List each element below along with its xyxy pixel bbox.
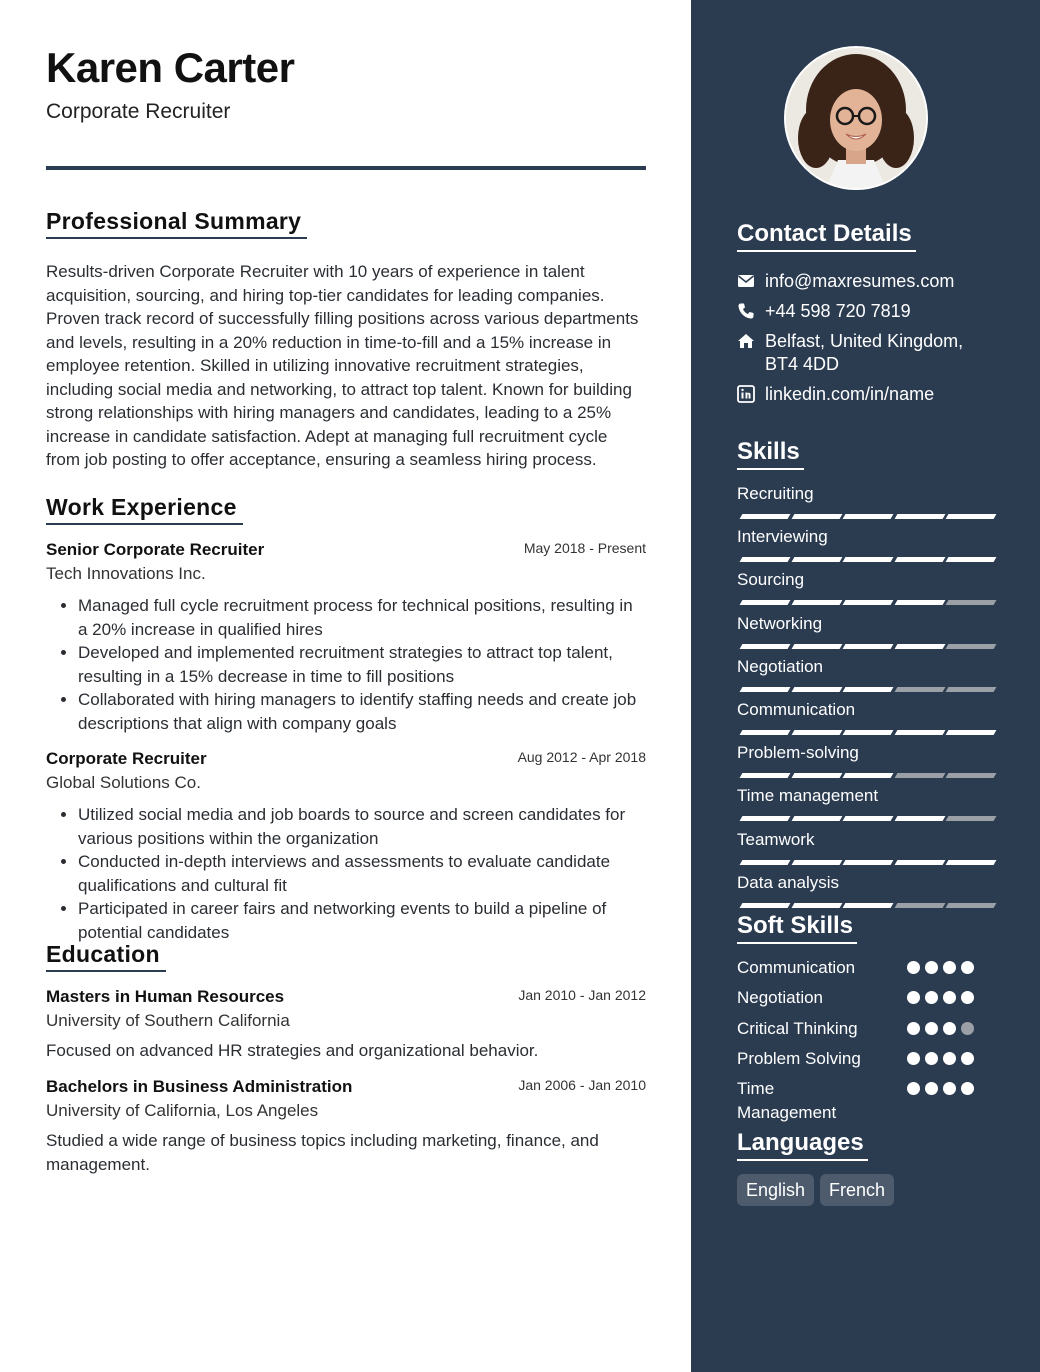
job-date: May 2018 - Present	[523, 540, 646, 556]
skill-level-segment	[740, 903, 791, 908]
skill-level-segment	[894, 514, 945, 519]
skill-level-bar	[737, 644, 993, 650]
skill-item	[737, 614, 993, 634]
soft-skill-label: Time Management	[737, 1079, 837, 1122]
degree-title: Bachelors in Business Administration	[46, 1077, 353, 1096]
skill-label: Teamwork	[737, 829, 815, 849]
skill-level-segment	[946, 730, 997, 735]
job-company: Tech Innovations Inc.	[46, 564, 206, 583]
skill-level-segment	[791, 773, 842, 778]
soft-skill-dot	[961, 1082, 974, 1095]
skill-level-segment	[791, 816, 842, 821]
soft-skill-item	[737, 1017, 997, 1043]
skill-level-bar	[737, 600, 993, 606]
education-date: Jan 2006 - Jan 2010	[518, 1077, 646, 1093]
soft-skill-dot	[907, 1052, 920, 1065]
profile-photo	[784, 46, 928, 190]
skill-level-bar	[737, 687, 993, 693]
job-entry	[46, 749, 646, 944]
language-tag: French	[820, 1174, 894, 1206]
job-title: Corporate Recruiter	[46, 749, 207, 768]
skill-level-segment	[946, 644, 997, 649]
skill-level-segment	[946, 816, 997, 821]
skill-level-segment	[740, 557, 791, 562]
soft-skill-dot	[925, 1082, 938, 1095]
skill-level-segment	[843, 903, 894, 908]
soft-skill-dot	[925, 991, 938, 1004]
skill-level-segment	[843, 557, 894, 562]
job-date: Aug 2012 - Apr 2018	[517, 749, 646, 765]
skill-level-bar	[737, 557, 993, 563]
education-date: Jan 2010 - Jan 2012	[518, 987, 646, 1003]
skill-level-segment	[894, 860, 945, 865]
job-bullet: • Utilized social media and job boards to source and screen candidates for various positions within the organization	[78, 803, 646, 850]
soft-skill-dot	[961, 961, 974, 974]
soft-skill-dot	[907, 961, 920, 974]
skill-level-bar	[737, 730, 993, 736]
education-description: Focused on advanced HR strategies and organizational behavior.	[46, 1041, 539, 1060]
skill-level-segment	[843, 860, 894, 865]
skill-item	[737, 700, 993, 720]
skill-level-segment	[946, 773, 997, 778]
candidate-title: Corporate Recruiter	[46, 100, 231, 123]
contact-heading: Contact Details	[737, 220, 916, 252]
address-line-2: BT4 4DD	[765, 354, 840, 374]
soft-skill-dot	[907, 1082, 920, 1095]
job-bullets	[46, 594, 646, 735]
skill-item	[737, 743, 993, 763]
skill-level-segment	[740, 600, 791, 605]
education-entry	[46, 1077, 646, 1176]
skill-level-segment	[791, 903, 842, 908]
soft-skill-dot	[943, 1052, 956, 1065]
skill-level-segment	[843, 600, 894, 605]
skill-label: Negotiation	[737, 656, 824, 676]
skill-item	[737, 527, 993, 547]
skill-level-bar	[737, 514, 993, 520]
skill-level-segment	[946, 557, 997, 562]
skill-label: Time management	[737, 786, 879, 806]
skill-level-bar	[737, 903, 993, 909]
email-text: info@maxresumes.com	[765, 271, 955, 291]
job-company: Global Solutions Co.	[46, 773, 201, 792]
skill-level-segment	[946, 600, 997, 605]
address-text	[765, 330, 963, 376]
skill-label: Recruiting	[737, 484, 814, 503]
contact-address	[737, 330, 963, 376]
avatar	[786, 48, 926, 188]
degree-title: Masters in Human Resources	[46, 987, 285, 1006]
education-entry	[46, 987, 646, 1063]
soft-skill-dot	[961, 991, 974, 1004]
skill-level-segment	[894, 773, 945, 778]
skill-label: Data analysis	[737, 872, 840, 892]
skill-item	[737, 570, 993, 590]
school-name: University of California, Los Angeles	[46, 1101, 319, 1120]
skill-level-segment	[843, 816, 894, 821]
contact-phone[interactable]	[737, 300, 911, 323]
soft-skill-dot	[907, 991, 920, 1004]
envelope-icon	[737, 272, 755, 290]
job-bullets	[46, 803, 646, 944]
soft-skill-item	[737, 956, 997, 982]
skill-level-segment	[946, 903, 997, 908]
candidate-name: Karen Carter	[46, 44, 295, 91]
skill-level-segment	[894, 600, 945, 605]
linkedin-text: linkedin.com/in/name	[765, 384, 935, 404]
skill-level-segment	[843, 644, 894, 649]
skill-level-segment	[791, 687, 842, 692]
sidebar	[691, 0, 1040, 1372]
skill-item	[737, 786, 993, 806]
soft-skill-item	[737, 1077, 997, 1122]
phone-text: +44 598 720 7819	[765, 301, 911, 321]
skill-level-segment	[740, 773, 791, 778]
soft-skill-dot	[961, 1052, 974, 1065]
header-divider	[46, 166, 646, 170]
job-bullet: • Developed and implemented recruitment strategies to attract top talent, resulting in a 15% decrease in time to fill positions	[78, 641, 646, 688]
skill-level-segment	[894, 903, 945, 908]
skill-level-segment	[740, 644, 791, 649]
soft-skill-dot	[925, 1052, 938, 1065]
job-bullet: • Managed full cycle recruitment process for technical positions, resulting in a 20% increase in qualified hires	[78, 594, 646, 641]
skill-level-segment	[791, 514, 842, 519]
soft-skill-label: Negotiation	[737, 988, 824, 1007]
skill-level-segment	[894, 687, 945, 692]
soft-skills-heading: Soft Skills	[737, 912, 857, 944]
home-icon	[737, 332, 755, 350]
soft-skill-dot	[943, 961, 956, 974]
job-bullet: • Collaborated with hiring managers to identify staffing needs and create job descriptions that align with company goals	[78, 688, 646, 735]
skills-heading: Skills	[737, 438, 804, 470]
school-name: University of Southern California	[46, 1011, 290, 1030]
skill-item	[737, 657, 993, 677]
soft-skill-dot	[961, 1022, 974, 1035]
soft-skill-dot	[943, 1082, 956, 1095]
phone-icon	[737, 302, 755, 320]
skill-level-segment	[791, 557, 842, 562]
job-bullet: • Conducted in-depth interviews and assessments to evaluate candidate qualifications and cultural fit	[78, 850, 646, 897]
skill-label: Problem-solving	[737, 743, 859, 763]
experience-heading: Work Experience	[46, 494, 243, 525]
address-line-1: Belfast, United Kingdom,	[765, 331, 964, 351]
skill-level-segment	[740, 816, 791, 821]
skill-level-segment	[894, 557, 945, 562]
skill-level-segment	[843, 514, 894, 519]
skill-item	[737, 873, 993, 893]
skill-level-segment	[740, 514, 791, 519]
soft-skill-label: Communication	[737, 958, 856, 977]
soft-skill-dot	[925, 961, 938, 974]
contact-linkedin[interactable]	[737, 383, 934, 406]
skill-level-segment	[791, 644, 842, 649]
education-heading: Education	[46, 941, 166, 972]
soft-skill-item	[737, 986, 997, 1012]
soft-skill-label: Critical Thinking	[737, 1019, 858, 1038]
skill-level-segment	[946, 514, 997, 519]
skill-label: Networking	[737, 613, 823, 633]
skill-label: Communication	[737, 700, 856, 719]
skill-level-segment	[946, 860, 997, 865]
skill-level-segment	[791, 730, 842, 735]
soft-skill-dot	[907, 1022, 920, 1035]
skill-item	[737, 830, 993, 850]
skill-level-segment	[843, 687, 894, 692]
soft-skill-dot	[925, 1022, 938, 1035]
skill-level-bar	[737, 860, 993, 866]
skill-level-segment	[946, 687, 997, 692]
skill-level-segment	[894, 644, 945, 649]
skill-label: Sourcing	[737, 570, 805, 590]
job-title: Senior Corporate Recruiter	[46, 540, 265, 559]
summary-heading: Professional Summary	[46, 208, 307, 239]
skill-level-segment	[740, 687, 791, 692]
skill-level-segment	[894, 730, 945, 735]
linkedin-icon	[737, 385, 755, 403]
soft-skill-dot	[943, 991, 956, 1004]
summary-text: Results-driven Corporate Recruiter with 10 years of experience in talent acquisition, sourcing, and hiring top-tier candidates for leading companies. Proven track record of successfully filling positions across various departments and levels, resulting in a 20% reduction in time-to-fill and a 15% increase in employee retention. Skilled in utilizing innovative recruitment strategies, including social media and networking, to attract top talent. Known for building strong relationships with hiring managers and candidates, leading to a 25% increase in candidate satisfaction. Adept at managing full recruitment cycle from job posting to offer acceptance, ensuring a seamless hiring process.	[46, 262, 639, 469]
job-entry	[46, 540, 646, 735]
contact-email[interactable]	[737, 270, 954, 293]
skill-level-segment	[791, 860, 842, 865]
skill-level-segment	[894, 816, 945, 821]
soft-skill-label: Problem Solving	[737, 1049, 861, 1068]
skill-label: Interviewing	[737, 527, 828, 547]
education-description: Studied a wide range of business topics including marketing, finance, and management.	[46, 1131, 599, 1174]
language-tag: English	[737, 1174, 814, 1206]
soft-skill-dot	[943, 1022, 956, 1035]
skill-level-segment	[740, 730, 791, 735]
skill-level-segment	[791, 600, 842, 605]
skill-level-segment	[843, 730, 894, 735]
job-bullet: • Participated in career fairs and networking events to build a pipeline of potential candidates	[78, 897, 646, 944]
soft-skill-item	[737, 1047, 997, 1073]
skill-level-segment	[740, 860, 791, 865]
skill-level-bar	[737, 773, 993, 779]
skill-level-bar	[737, 816, 993, 822]
skill-level-segment	[843, 773, 894, 778]
skill-item	[737, 484, 993, 504]
languages-heading: Languages	[737, 1129, 868, 1161]
